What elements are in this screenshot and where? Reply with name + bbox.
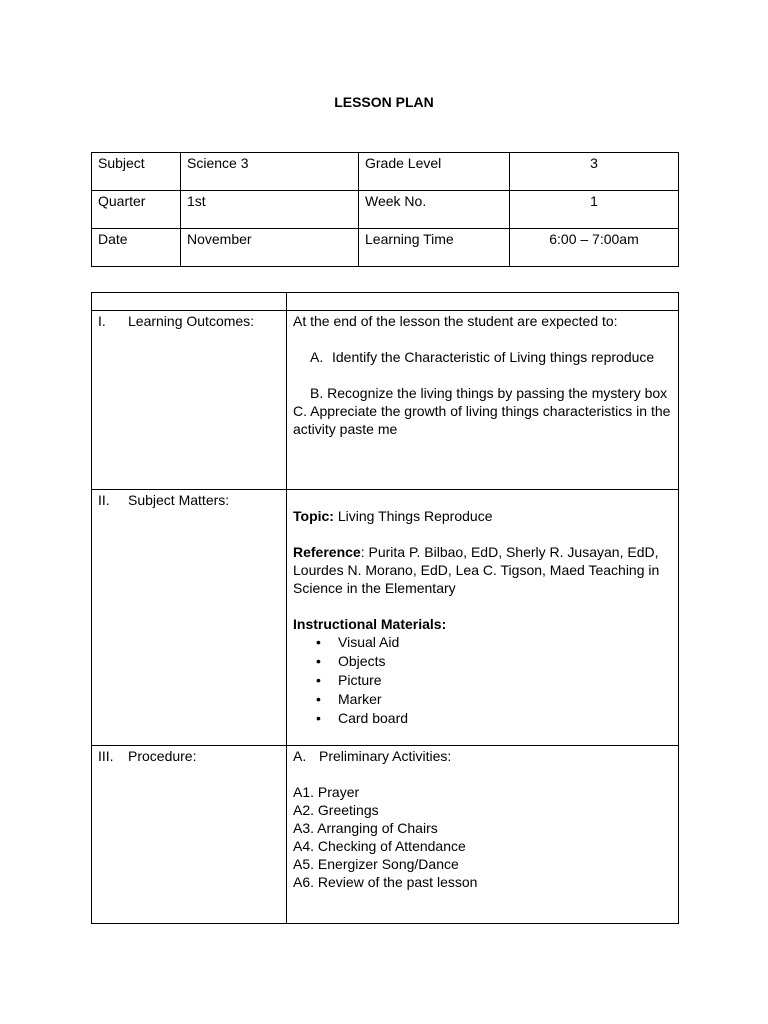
subject-matters-content: [287, 490, 679, 746]
section-number: II.: [98, 492, 110, 508]
procedure-step: A6. Review of the past lesson: [293, 874, 478, 890]
lesson-plan-table: [91, 292, 679, 924]
section-label: Learning Outcomes:: [128, 313, 255, 329]
quarter-label: Quarter: [92, 191, 181, 229]
info-row-date: [92, 229, 679, 267]
reference-line: [293, 543, 672, 597]
section-label: Procedure:: [128, 748, 197, 764]
week-no-value: 1: [510, 191, 679, 229]
info-row-subject: [92, 153, 679, 191]
learning-outcomes-label-cell: [92, 311, 287, 490]
reference-label: Reference: [293, 544, 361, 560]
topic-line: [293, 507, 672, 525]
procedure-label-cell: [92, 746, 287, 924]
learning-time-label: Learning Time: [359, 229, 510, 267]
section-number: III.: [98, 748, 114, 764]
reference-value: : Purita P. Bilbao, EdD, Sherly R. Jusayan, EdD, Lourdes N. Morano, EdD, Lea C. Tigson, Maed Teaching in Science in the Elementary: [293, 544, 660, 596]
list-item: • Card board: [338, 709, 672, 728]
document-title: LESSON PLAN: [334, 94, 434, 110]
quarter-value: 1st: [181, 191, 359, 229]
procedure-step: A5. Energizer Song/Dance: [293, 856, 459, 872]
procedure-step: A1. Prayer: [293, 784, 360, 800]
subject-matters-row: [92, 490, 679, 746]
learning-time-value: 6:00 – 7:00am: [510, 229, 679, 267]
section-label: Subject Matters:: [128, 492, 230, 508]
procedure-step: A3. Arranging of Chairs: [293, 820, 438, 836]
outcomes-intro: At the end of the lesson the student are expected to:: [293, 313, 618, 329]
procedure-step: A2. Greetings: [293, 802, 379, 818]
grade-level-label: Grade Level: [359, 153, 510, 191]
subject-label: Subject: [92, 153, 181, 191]
procedure-heading-letter: A.: [293, 748, 307, 764]
outcome-c: C. Appreciate the growth of living things characteristics in the activity paste me: [293, 403, 671, 437]
procedure-content: [287, 746, 679, 924]
table-header-row: [92, 293, 679, 311]
date-label: Date: [92, 229, 181, 267]
learning-outcomes-content: [287, 311, 679, 490]
subject-matters-label-cell: [92, 490, 287, 746]
procedure-step: A4. Checking of Attendance: [293, 838, 466, 854]
list-item: • Picture: [338, 671, 672, 690]
materials-list: [293, 633, 672, 728]
procedure-row: [92, 746, 679, 924]
week-no-label: Week No.: [359, 191, 510, 229]
outcome-a-text: Identify the Characteristic of Living things reproduce: [332, 349, 655, 365]
outcome-a-letter: A.: [310, 349, 324, 365]
learning-outcomes-row: [92, 311, 679, 490]
grade-level-value: 3: [510, 153, 679, 191]
date-value: November: [181, 229, 359, 267]
outcome-a: [293, 348, 672, 366]
lesson-info-table: [91, 152, 679, 267]
procedure-heading: [293, 747, 672, 765]
list-item: • Visual Aid: [338, 633, 672, 652]
section-number: I.: [98, 313, 106, 329]
info-row-quarter: [92, 191, 679, 229]
topic-value: Living Things Reproduce: [333, 508, 493, 524]
outcome-b: B. Recognize the living things by passing the mystery box: [310, 385, 668, 401]
list-item: • Objects: [338, 652, 672, 671]
materials-label: Instructional Materials:: [293, 616, 447, 632]
procedure-heading-text: Preliminary Activities:: [319, 748, 452, 764]
subject-value: Science 3: [181, 153, 359, 191]
list-item: • Marker: [338, 690, 672, 709]
topic-label: Topic:: [293, 508, 334, 524]
